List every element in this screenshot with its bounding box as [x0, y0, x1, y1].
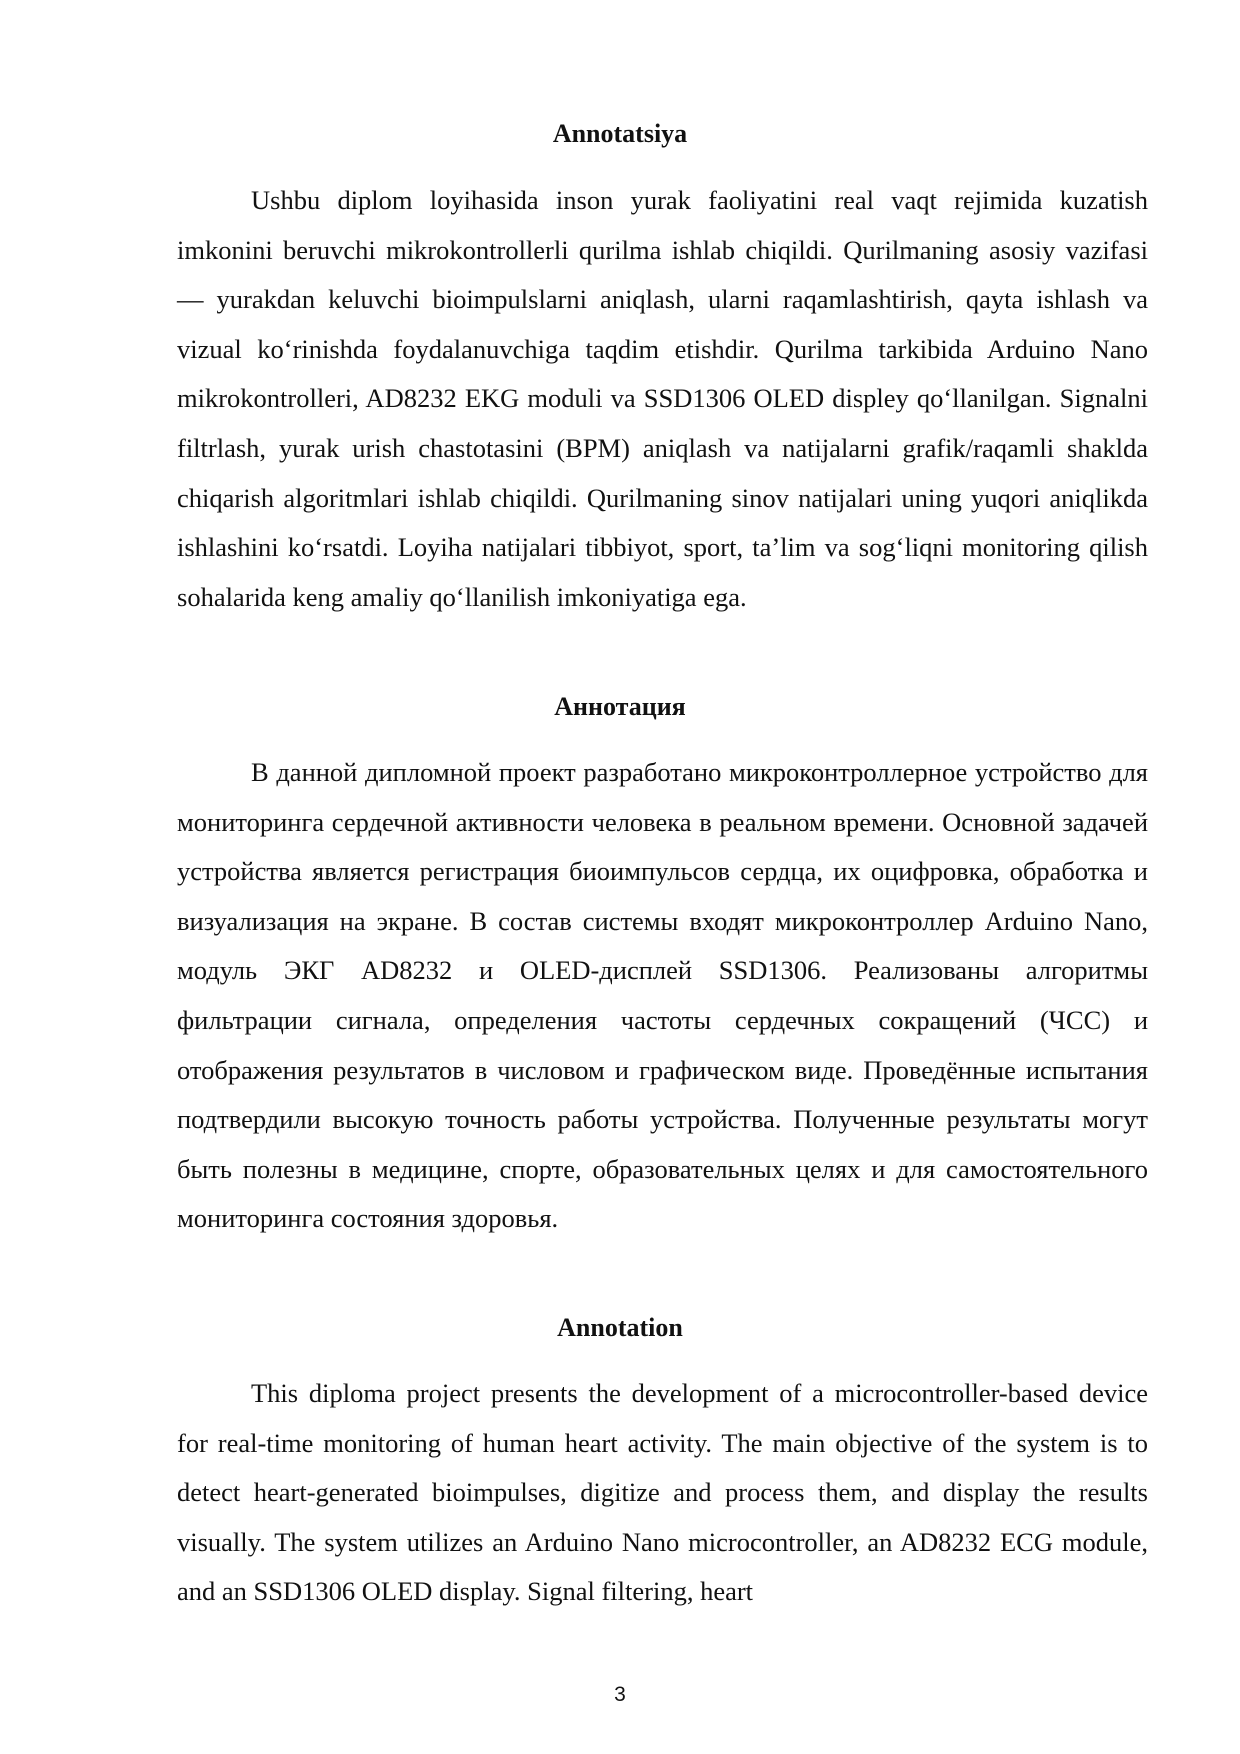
paragraph-annotation-en: This diploma project presents the development of a microcontroller-based device for real-time monitoring of human heart activity. The main objective of the system is to detect heart-generated bioimpulses, digitize and process them, and display the results visually. The system utilizes an Arduino Nano microcontroller, an AD8232 ECG module, and an SSD1306 OLED display. Signal filtering, heart [177, 1378, 1148, 1607]
heading-annotatsiya-ru: Аннотация [554, 692, 686, 721]
paragraph-annotatsiya-ru: В данной дипломной проект разработано микроконтроллерное устройство для мониторинга сердечной активности человека в реальном времени. Основной задачей устройства является регистрация биоимпульсов сердца, их оцифровка, обработка и визуализация на экране. В состав системы входят микроконтроллер Arduino Nano, модуль ЭКГ AD8232 и OLED-дисплей SSD1306. Реализованы алгоритмы фильтрации сигнала, определения частоты сердечных сокращений (ЧСС) и отображения результатов в числовом и графическом виде. Проведённые испытания подтвердили высокую точность работы устройства. Полученные результаты могут быть полезны в медицине, спорте, образовательных целях и для самостоятельного мониторинга состояния здоровья. [177, 757, 1148, 1234]
paragraph-annotatsiya: Ushbu diplom loyihasida inson yurak faoliyatini real vaqt rejimida kuzatish imkonini beruvchi mikrokontrollerli qurilma ishlab chiqildi. Qurilmaning asosiy vazifasi — yurakdan keluvchi bioimpulslarni aniqlash, ularni raqamlashtirish, qayta ishlash va vizual ko‘rinishda foydalanuvchiga taqdim etishdir. Qurilma tarkibida Arduino Nano mikrokontrolleri, AD8232 EKG moduli va SSD1306 OLED displey qo‘llanilgan. Signalni filtrlash, yurak urish chastotasini (BPM) aniqlash va natijalarni grafik/raqamli shaklda chiqarish algoritmlari ishlab chiqildi. Qurilmaning sinov natijalari uning yuqori aniqlikda ishlashini ko‘rsatdi. Loyiha natijalari tibbiyot, sport, ta’lim va sog‘liqni monitoring qilish sohalarida keng amaliy qo‘llanilish imkoniyatiga ega. [177, 185, 1148, 612]
page-number: 3 [614, 1683, 626, 1706]
heading-annotatsiya: Annotatsiya [552, 119, 688, 148]
heading-annotation-en: Annotation [557, 1313, 683, 1342]
